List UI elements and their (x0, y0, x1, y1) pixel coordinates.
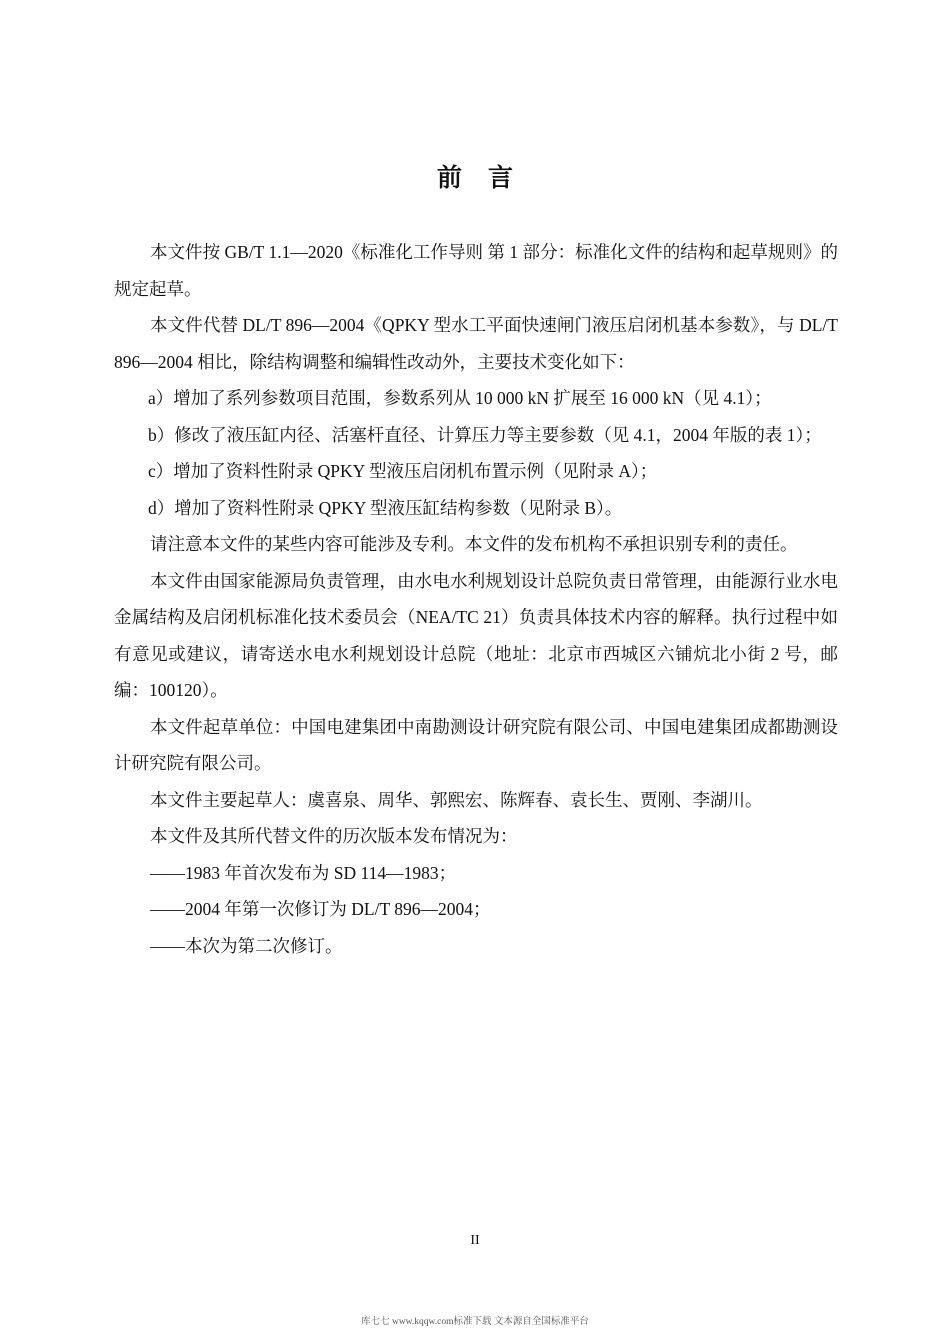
paragraph-replacement: 本文件代替 DL/T 896—2004《QPKY 型水工平面快速闸门液压启闭机基本参数》，与 DL/T 896—2004 相比，除结构调整和编辑性改动外，主要技术变化如下： (114, 315, 838, 372)
page-number: II (470, 1233, 480, 1248)
footer-watermark: 库七七 www.kqqw.com标准下载 文本源自全国标准平台 (361, 1317, 589, 1327)
paragraph-drafting-units: 本文件起草单位：中国电建集团中南勘测设计研究院有限公司、中国电建集团成都勘测设计研究院有限公司。 (114, 716, 838, 773)
page-title: 前言 (436, 163, 539, 192)
paragraph-drafters: 本文件主要起草人：虞喜泉、周华、郭熙宏、陈辉春、袁长生、贾刚、李湖川。 (150, 789, 763, 810)
change-item-a: a）增加了系列参数项目范围，参数系列从 10 000 kN 扩展至 16 000 kN（见 4.1）； (148, 388, 772, 408)
change-item-b: b）修改了液压缸内径、活塞杆直径、计算压力等主要参数（见 4.1，2004 年版的表 1）； (148, 424, 822, 445)
history-item-current: ——本次为第二次修订。 (150, 935, 343, 956)
history-item-2004: ——2004 年第一次修订为 DL/T 896—2004； (150, 899, 491, 919)
paragraph-history-intro: 本文件及其所代替文件的历次版本发布情况为： (150, 826, 518, 846)
change-item-c: c）增加了资料性附录 QPKY 型液压启闭机布置示例（见附录 A）； (148, 461, 658, 481)
history-item-1983: ——1983 年首次发布为 SD 114—1983； (150, 862, 457, 883)
paragraph-patent-notice: 请注意本文件的某些内容可能涉及专利。本文件的发布机构不承担识别专利的责任。 (150, 534, 798, 554)
paragraph-drafting-rules: 本文件按 GB/T 1.1—2020《标准化工作导则 第 1 部分：标准化文件的结构和起草规则》的规定起草。 (114, 242, 838, 299)
paragraph-management: 本文件由国家能源局负责管理，由水电水利规划设计总院负责日常管理，由能源行业水电金属结构及启闭机标准化技术委员会（NEA/TC 21）负责具体技术内容的解释。执行过程中如有意见或建议，请寄送水电水利规划设计总院（地址：北京市西城区六铺炕北小街 2 号，邮编：100120）。 (114, 570, 838, 700)
change-item-d: d）增加了资料性附录 QPKY 型液压缸结构参数（见附录 B）。 (148, 497, 623, 518)
document-body (114, 234, 838, 964)
